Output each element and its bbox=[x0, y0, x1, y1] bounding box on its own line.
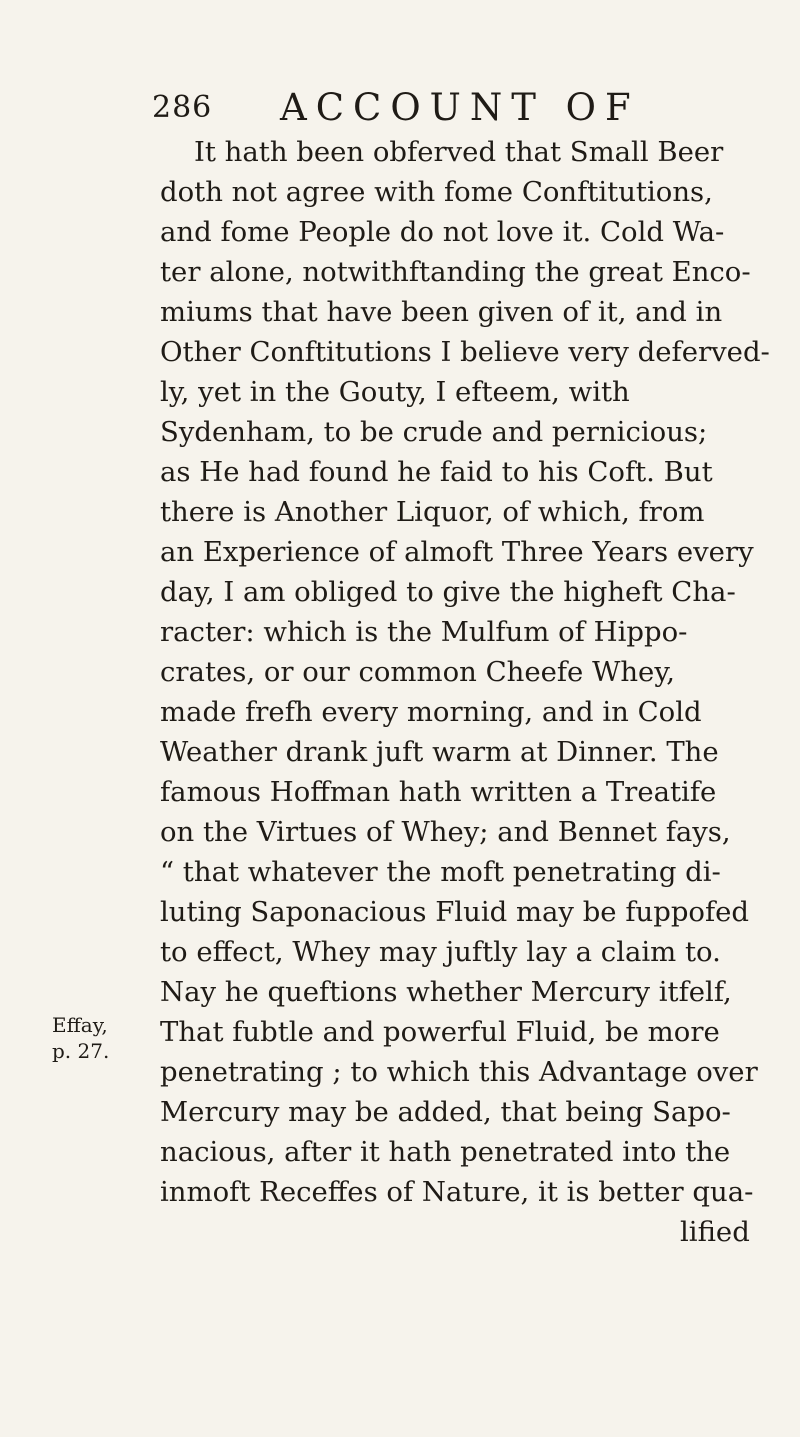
body-text bbox=[160, 132, 800, 1252]
page-header bbox=[150, 86, 670, 136]
text-line: inmoft Receffes of Nature, it is better qua- bbox=[160, 1176, 754, 1208]
text-line: famous Hoffman hath written a Treatife bbox=[160, 776, 717, 808]
text-line: as He had found he faid to his Coft. But bbox=[160, 456, 713, 488]
text-line: ter alone, notwithftanding the great Enco- bbox=[160, 256, 751, 288]
margin-note bbox=[52, 1012, 109, 1064]
text-line: on the Virtues of Whey; and Bennet fays, bbox=[160, 816, 731, 848]
text-line: Sydenham, to be crude and pernicious; bbox=[160, 416, 708, 448]
text-line: there is Another Liquor, of which, from bbox=[160, 496, 705, 528]
text-line: That fubtle and powerful Fluid, be more bbox=[160, 1016, 720, 1048]
text-line: to effect, Whey may juftly lay a claim to. bbox=[160, 936, 721, 968]
text-line: Weather drank juft warm at Dinner. The bbox=[160, 736, 719, 768]
text-line: doth not agree with fome Conftitutions, bbox=[160, 176, 713, 208]
text-line: penetrating ; to which this Advantage over bbox=[160, 1056, 758, 1088]
text-line: and fome People do not love it. Cold Wa- bbox=[160, 216, 725, 248]
text-line: day, I am obliged to give the higheft Cha- bbox=[160, 576, 736, 608]
text-line: crates, or our common Cheefe Whey, bbox=[160, 656, 675, 688]
text-line: Nay he queftions whether Mercury itfelf, bbox=[160, 976, 732, 1008]
text-line: made frefh every morning, and in Cold bbox=[160, 696, 702, 728]
text-line: racter: which is the Mulfum of Hippo- bbox=[160, 616, 688, 648]
text-line: nacious, after it hath penetrated into the bbox=[160, 1136, 731, 1168]
catchword: lified bbox=[680, 1216, 750, 1248]
page-number: 286 bbox=[152, 90, 213, 125]
text-line: “ that whatever the moft penetrating di- bbox=[160, 856, 721, 888]
text-line: luting Saponacious Fluid may be fuppofed bbox=[160, 896, 750, 928]
text-line: miums that have been given of it, and in bbox=[160, 296, 723, 328]
text-line: Mercury may be added, that being Sapo- bbox=[160, 1096, 731, 1128]
margin-note-line: Effay, bbox=[52, 1013, 108, 1037]
running-head: ACCOUNT OF bbox=[280, 86, 640, 129]
text-line: an Experience of almoft Three Years every bbox=[160, 536, 754, 568]
margin-note-line: p. 27. bbox=[52, 1039, 110, 1063]
text-line: Other Conftitutions I believe very deferved- bbox=[160, 336, 770, 368]
text-line: ly, yet in the Gouty, I efteem, with bbox=[160, 376, 630, 408]
text-line: It hath been obferved that Small Beer bbox=[194, 136, 724, 168]
